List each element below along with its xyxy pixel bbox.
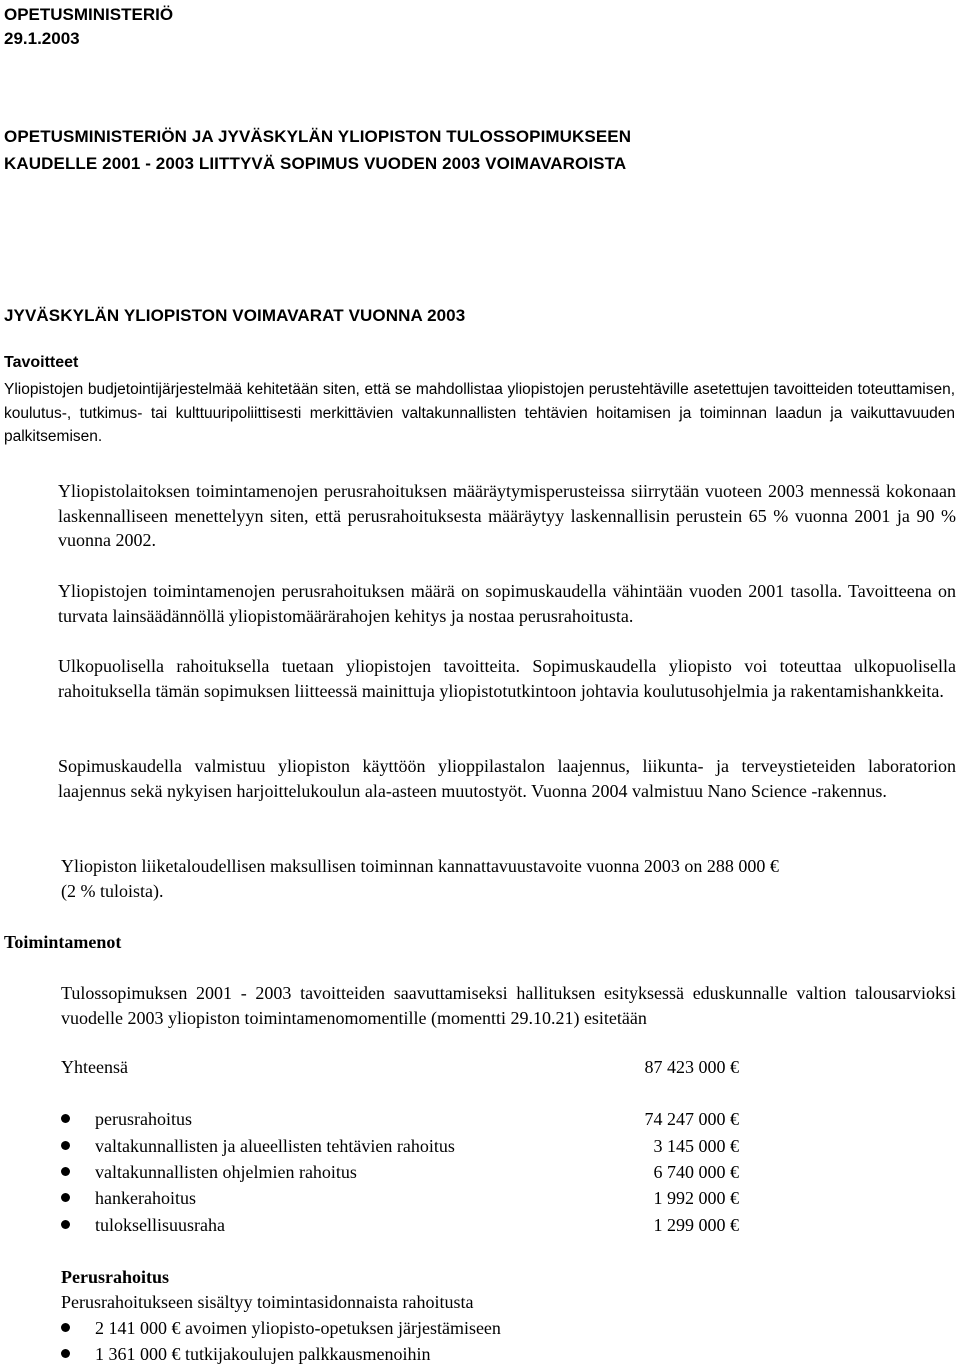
list-item-label: tuloksellisuusraha <box>95 1215 225 1235</box>
tavoitteet-paragraph-2: Yliopistojen toimintamenojen perusrahoituksen määrä on sopimuskaudella vähintään vuoden 2001 tasolla. Tavoitteena on turvata lainsäädännöllä yliopistomäärärahojen kehitys ja nostaa perusrahoitusta. <box>58 581 956 626</box>
bullet-icon <box>61 1167 70 1176</box>
tavoitteet-paragraph-3: Ulkopuolisella rahoituksella tuetaan yliopistojen tavoitteita. Sopimuskaudella yliopisto voi toteuttaa ulkopuolisella rahoituksella tämän sopimuksen liitteessä mainittuja yliopistotutkintoon johtavia koulutusohjelmia ja rakentamishankkeita. <box>58 656 956 701</box>
bullet-icon <box>61 1220 70 1229</box>
list-item-value: 74 247 000 € <box>644 1109 739 1129</box>
list-item <box>61 1107 761 1133</box>
list-item <box>61 1160 761 1186</box>
document-title-line-1: OPETUSMINISTERIÖN JA JYVÄSKYLÄN YLIOPISTON TULOSSOPIMUKSEEN <box>4 127 632 146</box>
total-label: Yhteensä <box>61 1057 128 1077</box>
list-item-value: 1 992 000 € <box>653 1188 739 1208</box>
document-title <box>4 123 954 177</box>
bullet-icon <box>61 1141 70 1150</box>
bullet-icon <box>61 1193 70 1202</box>
bullet-icon <box>61 1349 70 1358</box>
list-item <box>61 1186 761 1212</box>
kannattavuustavoite-line: Yliopiston liiketaloudellisen maksullisen toiminnan kannattavuustavoite vuonna 2003 on 288 000 € <box>61 856 779 876</box>
toimintamenot-paragraph: Tulossopimuksen 2001 - 2003 tavoitteiden saavuttamiseksi hallituksen esityksessä eduskunnalle valtion talousarvioksi vuodelle 2003 yliopiston toimintamenomomentille (momentti 29.10.21) esitetään <box>61 983 956 1028</box>
list-item <box>61 1213 761 1239</box>
list-item <box>61 1134 761 1160</box>
list-item <box>61 1316 761 1342</box>
list-item-value: 3 145 000 € <box>653 1136 739 1156</box>
list-item-label: valtakunnallisten ja alueellisten tehtävien rahoitus <box>95 1136 455 1156</box>
tavoitteet-paragraph-4: Sopimuskaudella valmistuu yliopiston käyttöön ylioppilastalon laajennus, liikunta- ja terveystieteiden laboratorion laajennus sekä nykyisen harjoittelukoulun ala-asteen muutostyöt. Vuonna 2004 valmistuu Nano Science -rakennus. <box>58 756 956 801</box>
tavoitteet-paragraph-5 <box>61 854 941 903</box>
list-item-label: 1 361 000 € tutkijakoulujen palkkausmenoihin <box>95 1344 431 1364</box>
header-org: OPETUSMINISTERIÖ <box>4 5 174 24</box>
toimintamenot-heading: Toimintamenot <box>4 932 122 952</box>
list-item-label: valtakunnallisten ohjelmien rahoitus <box>95 1162 357 1182</box>
total-value: 87 423 000 € <box>644 1057 739 1077</box>
list-item-label: hankerahoitus <box>95 1188 196 1208</box>
header-date: 29.1.2003 <box>4 29 80 48</box>
bullet-icon <box>61 1114 70 1123</box>
list-item <box>61 1342 761 1368</box>
bullet-icon <box>61 1323 70 1332</box>
kannattavuustavoite-note: (2 % tuloista). <box>61 880 164 901</box>
perusrahoitus-heading: Perusrahoitus <box>61 1267 169 1287</box>
section-title: JYVÄSKYLÄN YLIOPISTON VOIMAVARAT VUONNA 2003 <box>4 306 466 325</box>
perusrahoitus-intro: Perusrahoitukseen sisältyy toimintasidonnaista rahoitusta <box>61 1292 474 1312</box>
total-row <box>61 1055 761 1081</box>
list-item-label: 2 141 000 € avoimen yliopisto-opetuksen järjestämiseen <box>95 1318 501 1338</box>
tavoitteet-heading: Tavoitteet <box>4 354 79 371</box>
list-item-label: perusrahoitus <box>95 1109 192 1129</box>
list-item-value: 6 740 000 € <box>653 1162 739 1182</box>
document-title-line-2: KAUDELLE 2001 - 2003 LIITTYVÄ SOPIMUS VUODEN 2003 VOIMAVAROISTA <box>4 154 627 173</box>
tavoitteet-intro: Yliopistojen budjetointijärjestelmää kehitetään siten, että se mahdollistaa yliopistojen perustehtäville asetettujen tavoitteiden toteuttamisen, koulutus-, tutkimus- tai kulttuuripoliittisesti merkittävien valtakunnallisten tehtävien hoitamisen ja toiminnan laadun ja vaikuttavuuden palkitsemisen. <box>4 381 955 445</box>
tavoitteet-paragraph-1: Yliopistolaitoksen toimintamenojen perusrahoituksen määräytymisperusteissa siirrytään vuoteen 2003 mennessä kokonaan laskennalliseen menettelyyn siten, että perusrahoituksesta määräytyy laskennallisin perustein 65 % vuonna 2001 ja 90 % vuonna 2002. <box>58 481 956 551</box>
list-item-value: 1 299 000 € <box>653 1215 739 1235</box>
